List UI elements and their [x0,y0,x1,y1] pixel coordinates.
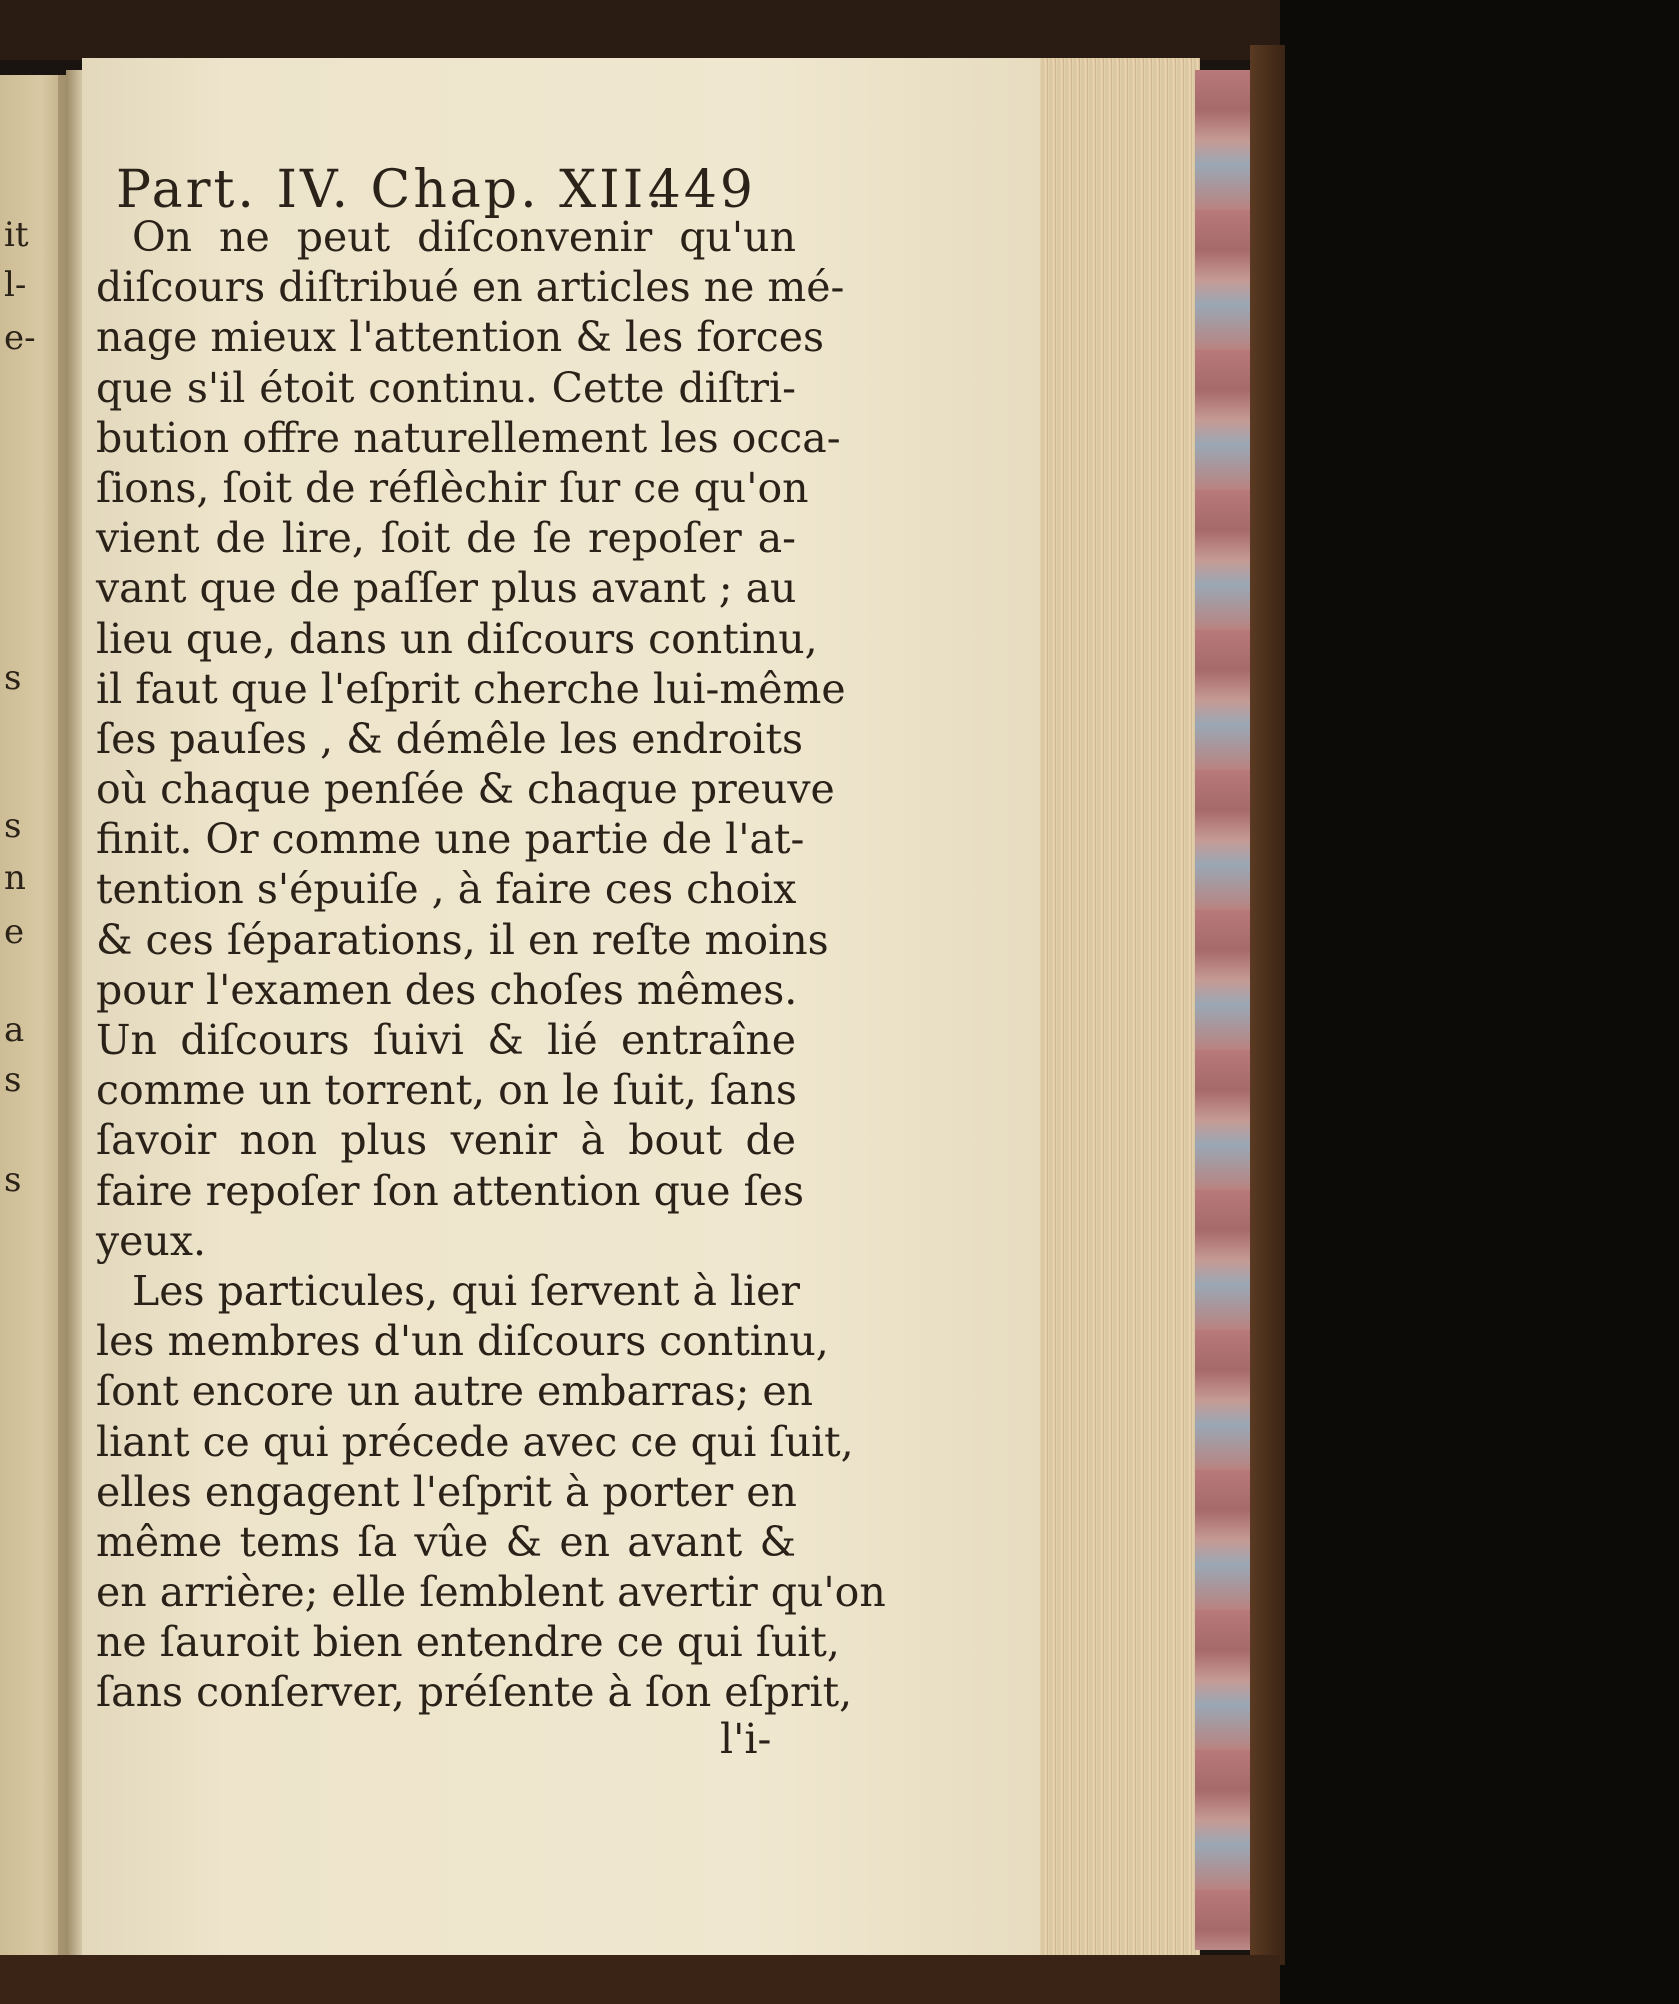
left-fragment: e- [4,318,36,358]
text-line: tention s'épuiſe , à faire ces choix [96,865,797,914]
text-line: lieu que, dans un diſcours continu, [96,614,818,663]
text-line: que s'il étoit continu. Cette diſtri- [96,363,796,412]
text-line: vant que de paſſer plus avant ; au [96,564,797,613]
text-line: ne ſauroit bien entendre ce qui ſuit, [96,1618,840,1667]
text-line: vient de lire, ſoit de ſe repoſer a- [96,514,796,563]
left-fragment: s [4,1160,22,1200]
text-line: Les particules, qui ſervent à lier [132,1266,801,1315]
text-line: diſcours diſtribué en articles ne mé- [96,263,845,312]
text-line: Un diſcours ſuivi & lié entraîne [96,1016,796,1064]
left-fragment: l- [4,265,27,305]
text-line: On ne peut diſconvenir qu'un [132,213,796,261]
text-line: pour l'examen des choſes mêmes. [96,965,798,1014]
text-line: yeux. [96,1216,206,1265]
running-head-title: Part. IV. Chap. XII. [116,160,666,220]
text-line: ſont encore un autre embarras; en [96,1367,814,1416]
text-line: ſans conſerver, préſente à ſon eſprit, [96,1668,853,1717]
text-line: les membres d'un diſcours continu, [96,1317,829,1366]
left-fragment: n [4,858,26,898]
text-line: liant ce qui précede avec ce qui ſuit, [96,1417,854,1466]
left-fragment: it [4,215,29,255]
text-line: ſions, ſoit de réflèchir ſur ce qu'on [96,463,809,512]
text-line: elles engagent l'eſprit à porter en [96,1467,797,1516]
left-fragment: a [4,1010,25,1050]
text-line: ſes pauſes , & démêle les endroits [96,714,804,763]
page-edges [1040,58,1200,1958]
book-cover [1250,45,1285,1965]
background [1280,0,1679,2004]
left-page-edge [58,75,66,1965]
text-line: comme un torrent, on le ſuit, ſans [96,1066,797,1115]
text-line: il faut que l'eſprit cherche lui-même [96,664,846,713]
sprinkled-edge [1195,70,1255,1950]
bottom-shadow [0,1955,1280,2004]
text-line: bution offre naturellement les occa- [96,413,841,462]
page-number: 449 [647,160,756,220]
text-line: en arrière; elle ſemblent avertir qu'on [96,1568,886,1617]
text-line: nage mieux l'attention & les forces [96,313,825,362]
text-line: finit. Or comme une partie de l'at- [96,815,805,864]
text-line: & ces ſéparations, il en reſte moins [96,915,829,964]
text-line: faire repoſer ſon attention que ſes [96,1166,804,1215]
top-shadow [0,0,1280,60]
text-line: même tems ſa vûe & en avant & [96,1517,796,1566]
running-head [116,160,756,220]
text-line: où chaque penſée & chaque preuve [96,765,835,814]
left-fragment: s [4,658,22,698]
text-line: ſavoir non plus venir à bout de [96,1116,796,1165]
catchword: l'i- [720,1715,772,1763]
left-fragment: e [4,912,25,952]
left-fragment: s [4,806,22,846]
body-text [96,212,886,1718]
left-fragment: s [4,1060,22,1100]
